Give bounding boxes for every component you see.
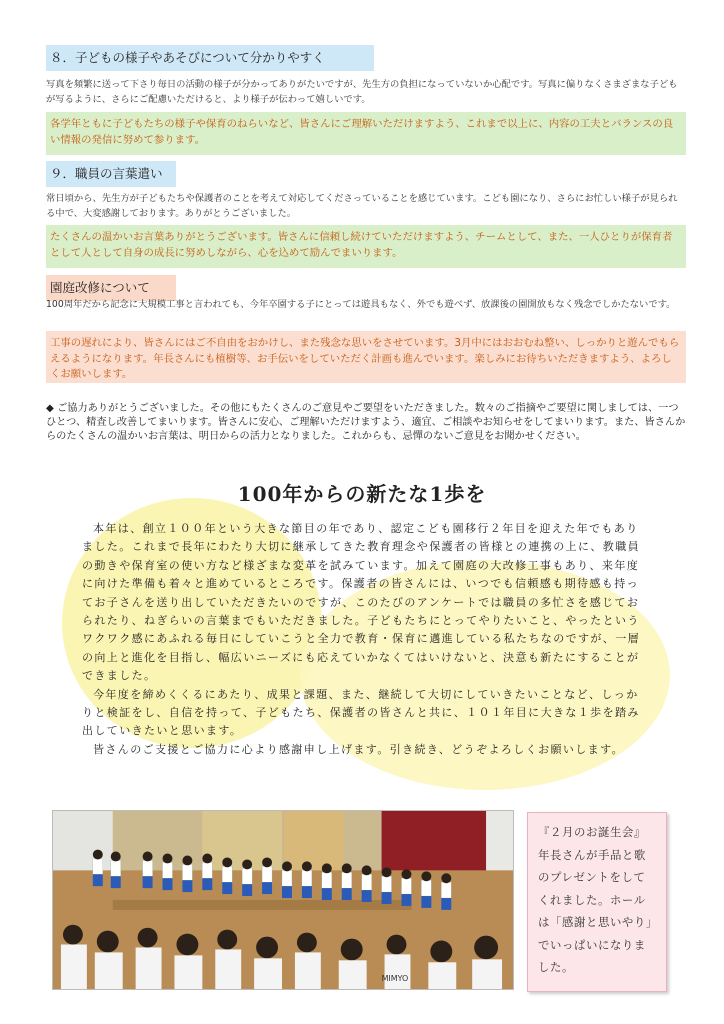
garden-section-title: 園庭改修について [46,275,176,301]
section-9-parent-comment: 常日頃から、先生方が子どもたちや保護者のことを考えて対応してくださっていることを感じています。こども園になり、さらにお忙しい様子が見られる中で、大変感謝しております。ありがとうございました。 [46,193,678,219]
birthday-party-photo [52,810,514,990]
message-paragraph: 本年は、創立１００年という大きな節目の年であり、認定こども園移行２年目を迎えた年でもありました。これまで長年にわたり大切に継承してきた教育理念や保護者の皆様との連携の上に、教職員の動きや保育室の使い方など様ざまな変革を試みています。加えて園庭の大改修工事もあり、来年度に向けた準備も着々と進めているところです。保護者の皆さんには、いつでも信頼感も期待感も持ってお子さんを送り出していただきたいのですが、このたびのアンケートでは職員の多忙さを感じておられたり、ねぎらいの言葉までもいただきました。子どもたちにとってやりたいこと、やったというワクワク感にあふれる毎日にしていこうと全力で教育・保育に邁進している私たちなのですが、一層の向上と進化を目指し、幅広いニーズにも応えていかなくてはいけないと、決意も新たにすることができました。 [82,522,640,683]
section-8-reply: 各学年ともに子どもたちの様子や保育のねらいなど、皆さんにご理解いただけますよう、これまで以上に、内容の工夫とバランスの良い情報の発信に努めて参ります。 [46,112,686,155]
message-title: 100年からの新たな1歩を [237,482,487,506]
principal-message [82,520,648,759]
message-paragraph: 皆さんのご支援とご協力に心より感謝申し上げます。引き続き、どうぞよろしくお願いします。 [93,742,624,756]
photo-illustration [53,811,513,989]
shirt-print: MIMYO [381,974,409,984]
section-9-title: ９．職員の言葉遣い [46,161,176,187]
section-8-title: ８．子どもの様子やあそびについて分かりやすく [46,45,374,71]
thanks-paragraph: ◆ ご協力ありがとうございました。その他にもたくさんのご意見やご要望をいただきました。数々のご指摘やご要望に関しましては、一つひとつ、精査し改善してまいります。皆さんに安心、ご理解いただけますよう、適宜、ご相談やお知らせをしてまいります。また、皆さんからのたくさんの温かいお言葉は、明日からの活力となりました。これからも、忌憚のないご意見をお聞かせください。 [46,403,686,442]
message-paragraph: 今年度を締めくくるにあたり、成果と課題、また、継続して大切にしていきたいことなど、しっかりと検証をし、自信を持って、子どもたち、保護者の皆さんと共に、１０１年目に大きな１歩を踏み出していきたいと思います。 [82,687,640,738]
garden-parent-comment: 100周年だから記念に大規模工事と言われても、今年卒園する子にとっては遊具もなく、外でも遊べず、放課後の園開放もなく残念でしかたないです。 [46,299,676,310]
section-8-parent-comment: 写真を頻繁に送って下さり毎日の活動の様子が分かってありがたいですが、先生方の負担になっていないか心配です。写真に偏りなくさまざまな子どもが写るように、さらにご配慮いただけると、より様子が伝わって嬉しいです。 [46,79,678,105]
photo-caption: 『２月のお誕生会』年長さんが手品と歌のプレゼントをしてくれました。ホールは「感謝と思いやり」でいっぱいになりました。 [527,812,667,992]
garden-reply: 工事の遅れにより、皆さんにはご不自由をおかけし、また残念な思いをさせています。3月中にはおおむね整い、しっかりと遊んでもらえるようになります。年長さんにも植樹等、お手伝いをしていただく計画も進んでいます。楽しみにお待ちいただきますよう、よろしくお願いします。 [46,331,686,383]
section-9-reply: たくさんの温かいお言葉ありがとうございます。皆さんに信頼し続けていただけますよう、チームとして、また、一人ひとりが保育者として人として自身の成長に努めしながら、心を込めて励んでまいります。 [46,225,686,268]
